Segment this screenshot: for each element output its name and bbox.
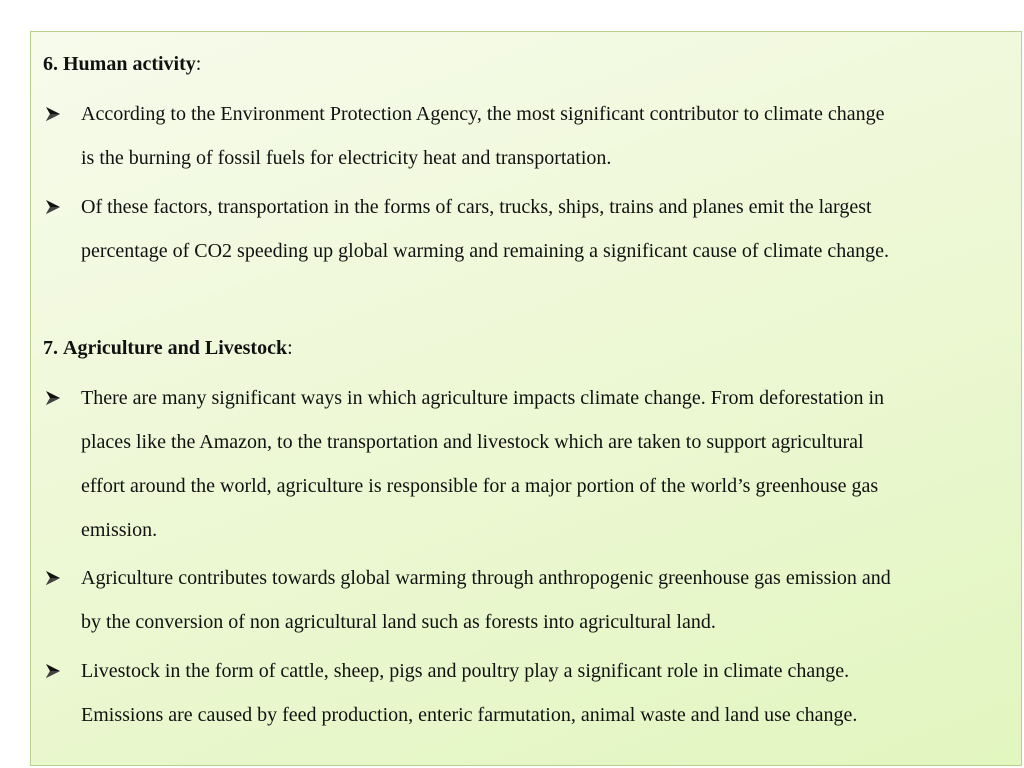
arrow-bullet-icon: [43, 386, 69, 410]
section-number: 7.: [43, 337, 58, 359]
bullet-line: effort around the world, agriculture is responsible for a major portion of the world’s greenhouse gas: [81, 475, 879, 497]
bullet-text: [81, 185, 1021, 273]
bullet-text: [81, 376, 1021, 552]
bullet-line: by the conversion of non agricultural land such as forests into agricultural land.: [81, 611, 716, 633]
arrow-bullet-icon: [43, 195, 69, 219]
arrow-bullet-icon: [43, 659, 69, 683]
bullet-line: There are many significant ways in which agriculture impacts climate change. From deforestation in: [81, 387, 885, 409]
bullet-text: [81, 92, 1021, 180]
bullet-line: Livestock in the form of cattle, sheep, pigs and poultry play a significant role in climate change.: [81, 660, 850, 682]
bullet-line: According to the Environment Protection Agency, the most significant contributor to climate change: [81, 103, 885, 125]
bullet-line: is the burning of fossil fuels for electricity heat and transportation.: [81, 147, 612, 169]
section-heading-human-activity: [43, 52, 201, 76]
bullet-text: [81, 556, 1021, 644]
bullet-line: Of these factors, transportation in the forms of cars, trucks, ships, trains and planes emit the largest: [81, 196, 872, 218]
bullet-line: percentage of CO2 speeding up global warming and remaining a significant cause of climate change.: [81, 240, 890, 262]
section-number: 6.: [43, 53, 58, 75]
section-suffix: :: [195, 53, 202, 75]
section-heading-agriculture-livestock: [43, 336, 293, 360]
arrow-bullet-icon: [43, 566, 69, 590]
section-suffix: :: [287, 337, 293, 359]
slide: [30, 31, 1022, 766]
bullet-text: [81, 649, 1021, 737]
bullet-line: Agriculture contributes towards global warming through anthropogenic greenhouse gas emission and: [81, 567, 891, 589]
bullet-line: Emissions are caused by feed production, enteric farmutation, animal waste and land use change.: [81, 704, 858, 726]
arrow-bullet-icon: [43, 102, 69, 126]
section-title: Human activity: [63, 53, 196, 75]
section-title: Agriculture and Livestock: [63, 337, 288, 359]
bullet-line: places like the Amazon, to the transportation and livestock which are taken to support agricultural: [81, 431, 864, 453]
bullet-line: emission.: [81, 519, 158, 541]
